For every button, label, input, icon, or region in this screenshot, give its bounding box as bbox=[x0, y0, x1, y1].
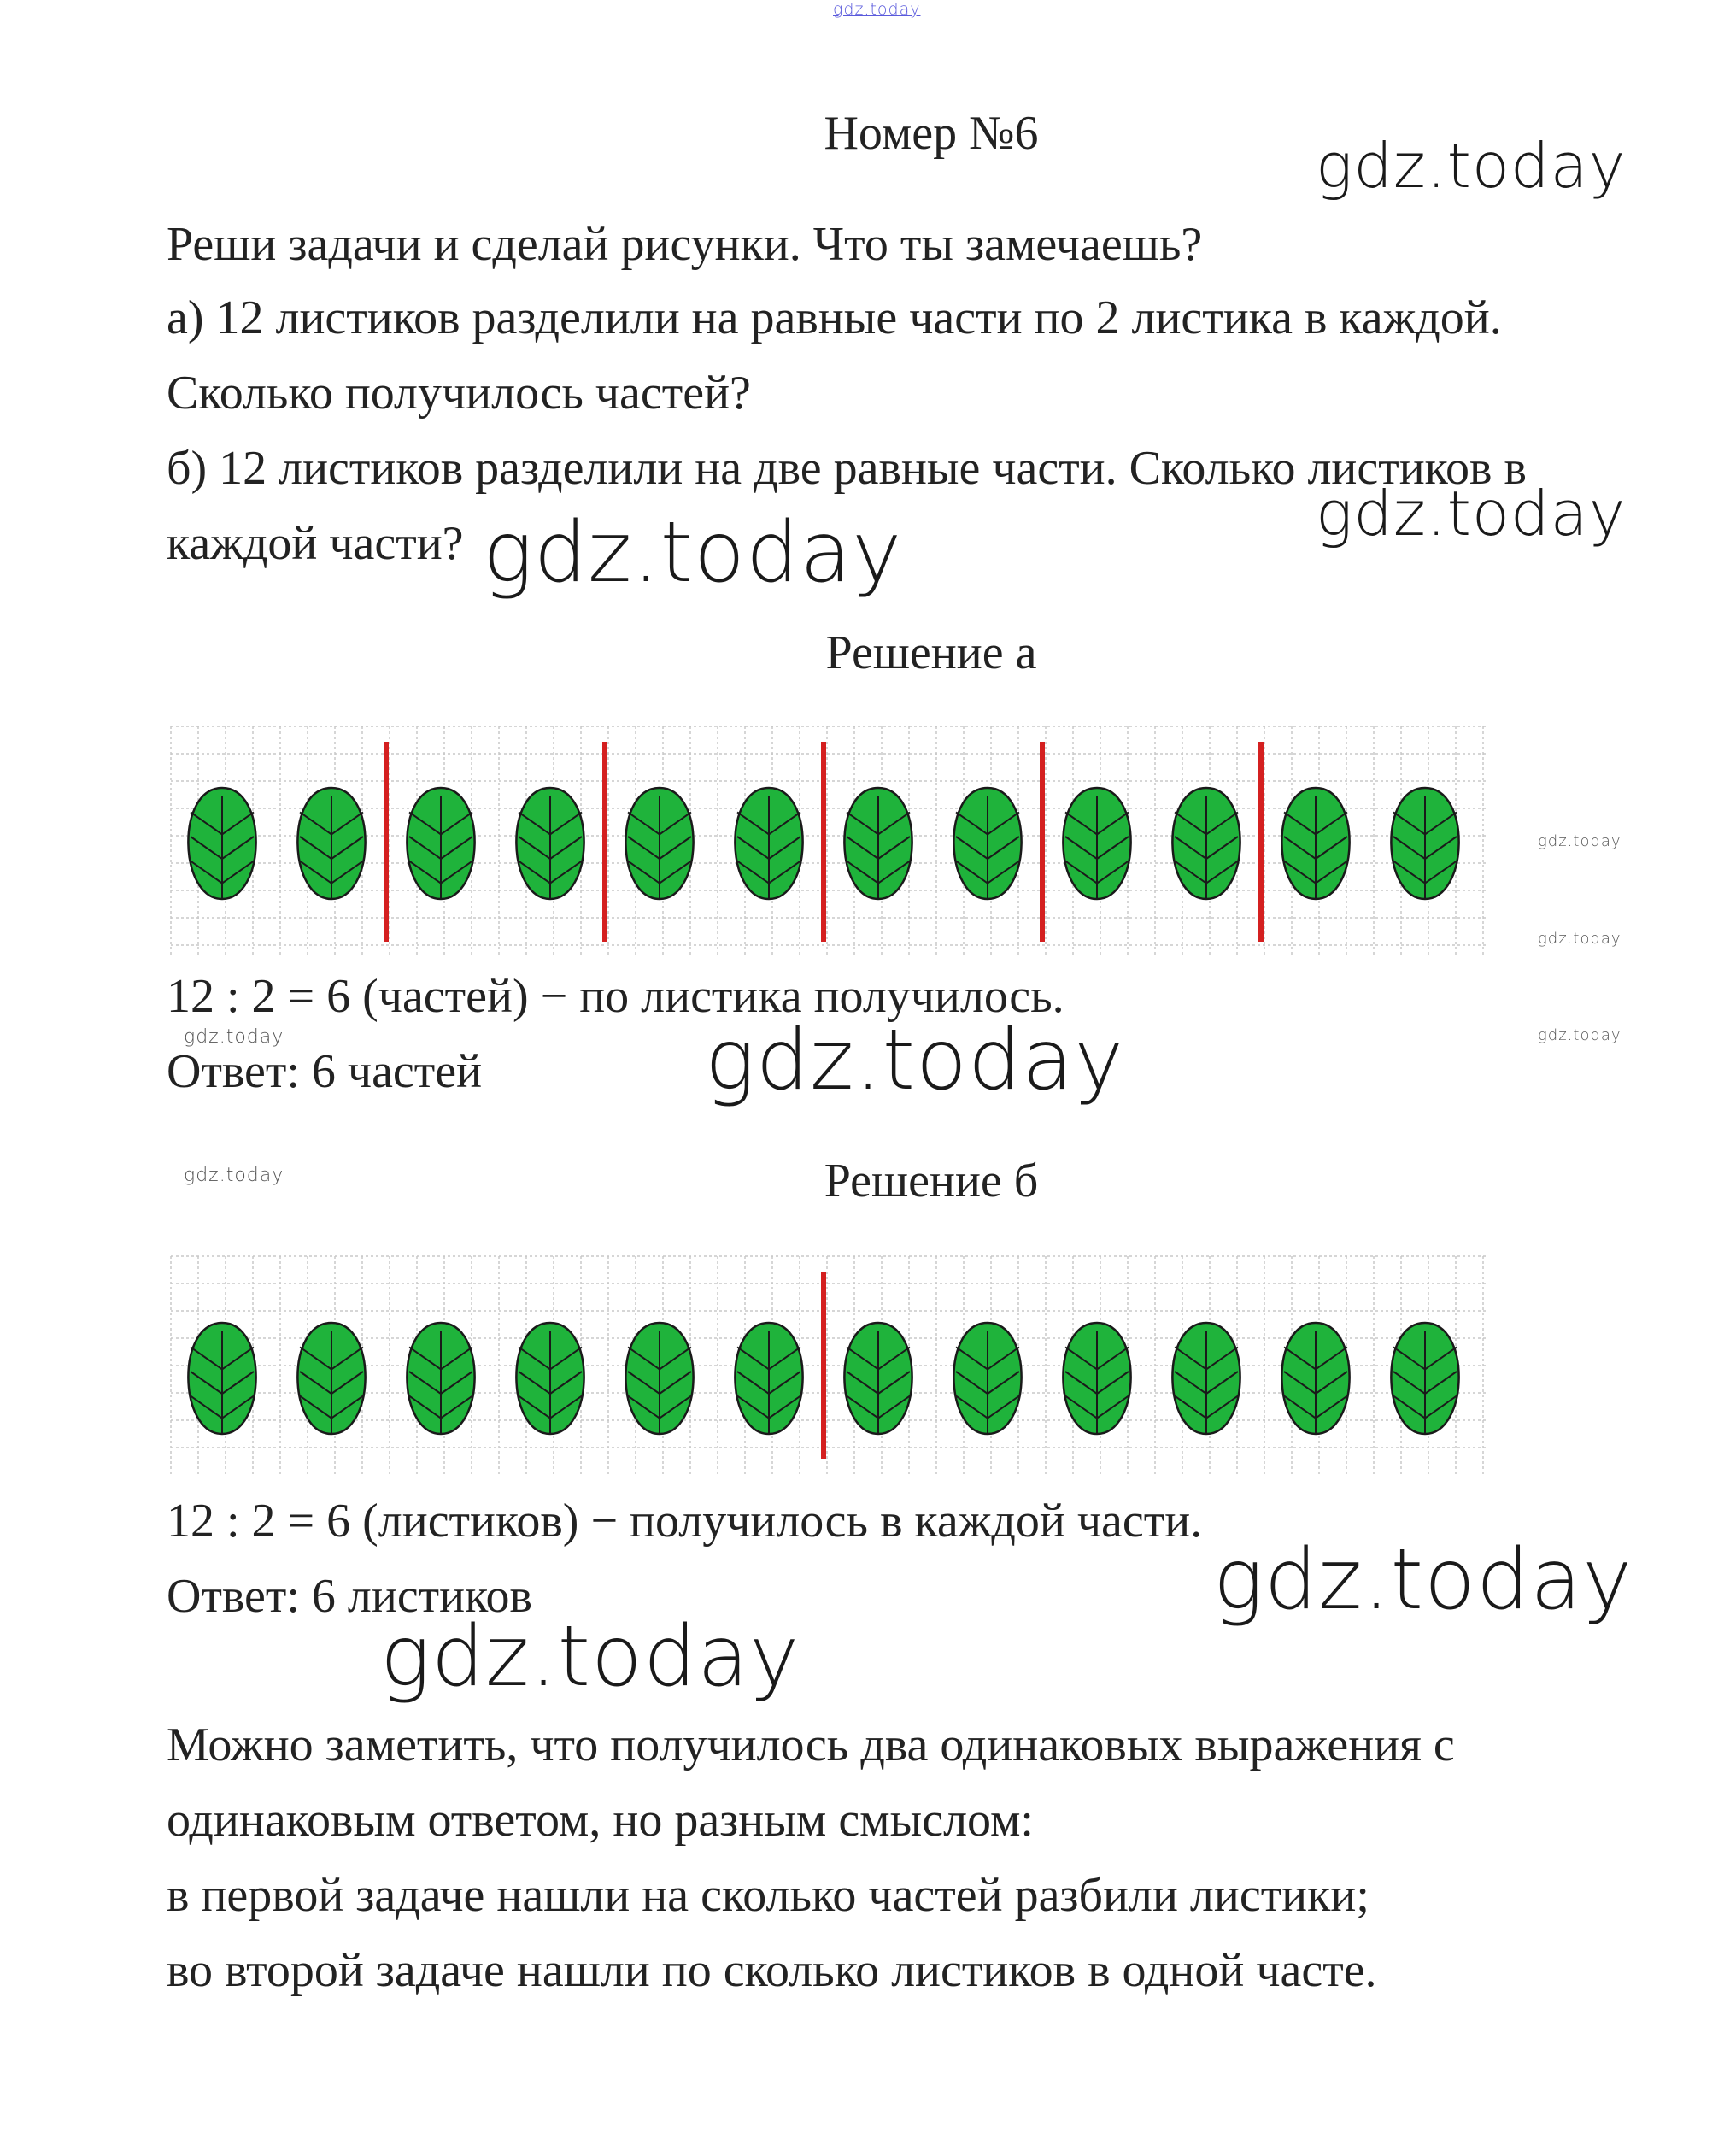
watermark-fig-a-side1: gdz.today bbox=[1538, 832, 1622, 850]
fig-a-leaf-8 bbox=[953, 788, 1021, 899]
fig-a-leaf-1 bbox=[188, 788, 255, 899]
fig-b-leaf-12 bbox=[1391, 1323, 1458, 1434]
watermark-under-equation-a: gdz.today bbox=[184, 1026, 284, 1048]
fig-b-leaf-11 bbox=[1281, 1323, 1349, 1434]
solution-b-answer: Ответ: 6 листиков bbox=[167, 1570, 532, 1623]
fig-b-leaf-2 bbox=[297, 1323, 365, 1434]
fig-b-leaf-5 bbox=[625, 1323, 693, 1434]
fig-a-leaf-2 bbox=[297, 788, 365, 899]
watermark-header-right: gdz.today bbox=[1316, 130, 1627, 202]
solution-a-equation: 12 : 2 = 6 (частей) − по листика получилось. bbox=[167, 970, 1064, 1023]
conclusion-line1: Можно заметить, что получилось два одинаковых выражения с bbox=[167, 1718, 1455, 1771]
conclusion-line3: в первой задаче нашли на сколько частей разбили листики; bbox=[167, 1869, 1369, 1922]
watermark-answer-b-right: gdz.today bbox=[1213, 1531, 1633, 1629]
leaf-figure-a bbox=[171, 726, 1487, 957]
conclusion-line4: во второй задаче нашли по сколько листиков в одной часте. bbox=[167, 1944, 1377, 1997]
fig-b-leaf-7 bbox=[844, 1323, 912, 1434]
watermark-answer-a: gdz.today bbox=[705, 1012, 1125, 1109]
watermark-task-right: gdz.today bbox=[1316, 478, 1627, 549]
task-prompt: Реши задачи и сделай рисунки. Что ты замечаешь? bbox=[167, 218, 1203, 271]
watermark-answer-b: gdz.today bbox=[380, 1608, 800, 1706]
fig-a-leaf-3 bbox=[407, 788, 474, 899]
fig-b-leaf-10 bbox=[1172, 1323, 1240, 1434]
watermark-task-inline: gdz.today bbox=[483, 504, 903, 602]
fig-a-leaf-11 bbox=[1281, 788, 1349, 899]
task-part-b-line1: б) 12 листиков разделили на две равные части. Сколько листиков в bbox=[167, 442, 1527, 495]
fig-a-leaf-7 bbox=[844, 788, 912, 899]
watermark-top: gdz.today bbox=[833, 0, 921, 19]
task-part-a-line1: а) 12 листиков разделили на равные части по 2 листика в каждой. bbox=[167, 291, 1502, 344]
task-part-a-line2: Сколько получилось частей? bbox=[167, 367, 751, 420]
solution-a-heading: Решение а bbox=[825, 626, 1037, 679]
watermark-fig-a-side2: gdz.today bbox=[1538, 930, 1622, 948]
fig-a-leaf-9 bbox=[1063, 788, 1130, 899]
conclusion-line2: одинаковым ответом, но разным смыслом: bbox=[167, 1794, 1034, 1847]
fig-b-leaf-4 bbox=[516, 1323, 584, 1434]
fig-a-leaf-4 bbox=[516, 788, 584, 899]
watermark-before-heading-b: gdz.today bbox=[184, 1165, 284, 1186]
solution-b-equation: 12 : 2 = 6 (листиков) − получилось в каждой части. bbox=[167, 1495, 1203, 1548]
solution-a-answer: Ответ: 6 частей bbox=[167, 1045, 483, 1098]
solution-b-heading: Решение б bbox=[824, 1154, 1039, 1207]
page-title: Номер №6 bbox=[824, 107, 1039, 160]
fig-b-leaf-1 bbox=[188, 1323, 255, 1434]
fig-b-leaf-6 bbox=[735, 1323, 802, 1434]
task-part-b-line2: каждой части? bbox=[167, 517, 464, 570]
fig-b-leaf-3 bbox=[407, 1323, 474, 1434]
watermark-fig-a-side3: gdz.today bbox=[1538, 1026, 1622, 1044]
leaf-figure-b bbox=[171, 1256, 1487, 1474]
fig-b-leaf-8 bbox=[953, 1323, 1021, 1434]
fig-b-leaf-9 bbox=[1063, 1323, 1130, 1434]
fig-a-leaf-6 bbox=[735, 788, 802, 899]
fig-a-leaf-5 bbox=[625, 788, 693, 899]
fig-a-leaf-12 bbox=[1391, 788, 1458, 899]
fig-a-leaf-10 bbox=[1172, 788, 1240, 899]
